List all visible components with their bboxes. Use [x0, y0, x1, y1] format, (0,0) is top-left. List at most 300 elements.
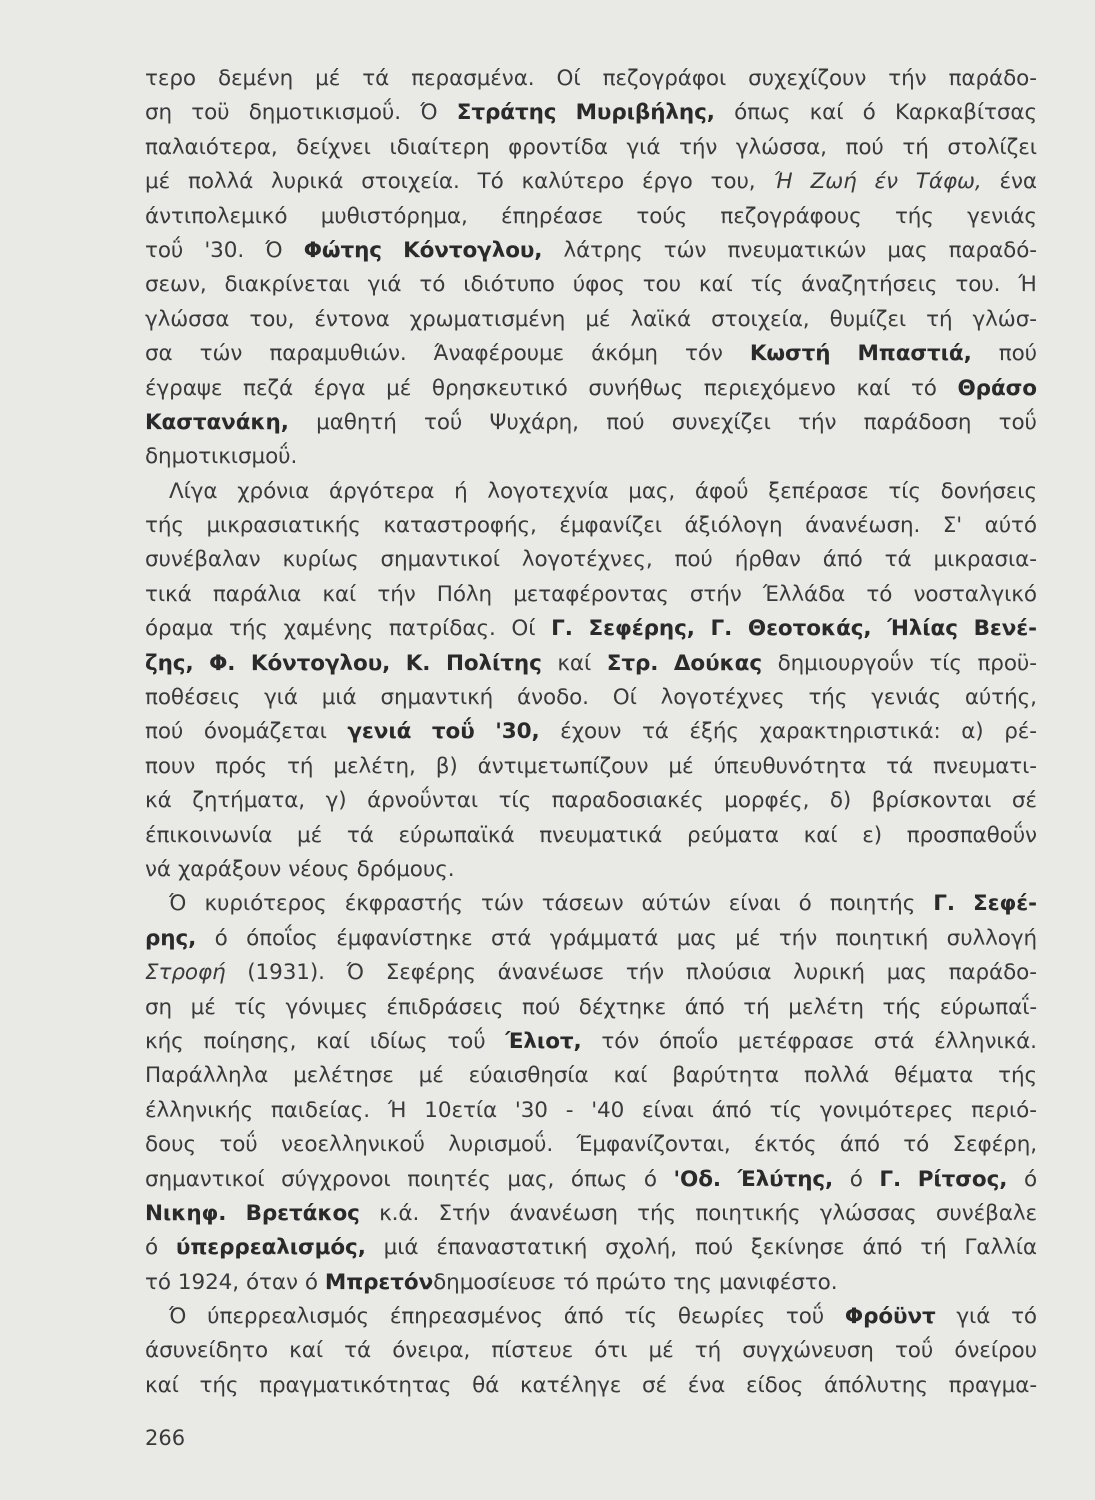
word: τό — [910, 375, 937, 401]
word: τής — [998, 1063, 1037, 1089]
word: λυρισμοΰ. — [448, 1132, 554, 1158]
word: δ) — [829, 788, 852, 814]
word: τή — [694, 1338, 722, 1364]
word: παράλια — [212, 581, 302, 607]
word: γόνιμες — [285, 994, 368, 1020]
word: παιδείας. — [270, 1097, 370, 1123]
word: Θεοτοκάς, — [747, 616, 872, 642]
word: άπόλυτης — [824, 1372, 928, 1398]
word: μεταφέροντας — [513, 581, 669, 607]
word: δημοτικισμοΰ. — [145, 444, 298, 470]
word: πίστευε — [491, 1338, 574, 1364]
word: γιά — [367, 272, 402, 298]
word: ρης, — [145, 925, 197, 951]
word: τικά — [145, 581, 192, 607]
word: άνανέωση — [509, 1200, 618, 1226]
word: μέ — [386, 375, 412, 401]
word: λογοτέχνες — [660, 685, 785, 711]
word: ιδίως — [369, 1028, 428, 1054]
word: - — [565, 1097, 574, 1123]
word: βρίσκονται — [871, 788, 992, 814]
word: άνοδο. — [517, 685, 589, 711]
word: καί — [316, 1028, 350, 1054]
text-line — [145, 1128, 1037, 1162]
word: καί — [322, 581, 357, 607]
word: σημαντικοί — [380, 547, 500, 573]
text-line — [145, 784, 1037, 818]
word: ποιητές — [407, 1166, 491, 1192]
word: πραγμα- — [948, 1372, 1037, 1398]
word: μιά — [321, 685, 357, 711]
word: α) — [961, 719, 984, 745]
word: τίς — [888, 478, 921, 504]
word: τήν — [625, 960, 665, 986]
word: Γ. — [710, 616, 733, 642]
word: άρνοΰνται — [367, 788, 478, 814]
word: έξής — [689, 719, 739, 745]
word: πού — [674, 547, 713, 573]
word: αύτών — [641, 891, 711, 917]
word: τό — [903, 1132, 930, 1158]
word: Σεφέρη, — [952, 1132, 1037, 1158]
word: ιδιαίτερη — [389, 134, 490, 160]
word: ό — [849, 1166, 863, 1192]
word: '30. — [204, 237, 245, 263]
word: θεωρίες — [677, 1304, 766, 1330]
word: έπικοινωνία — [145, 822, 273, 848]
word: συγχώνευση — [742, 1338, 874, 1364]
word: πού — [145, 719, 184, 745]
text-line — [145, 1266, 1037, 1300]
word: ό — [643, 1166, 657, 1192]
word: γλώσσα, — [735, 134, 827, 160]
word: παράδο- — [948, 66, 1037, 91]
word: στοιχεία, — [711, 306, 810, 332]
word: τά — [346, 822, 374, 848]
text-line — [145, 406, 1037, 440]
word: στοιχεία. — [361, 169, 460, 195]
word: γράμματά — [549, 925, 659, 951]
word: έπαναστατική — [436, 1235, 588, 1261]
word: τοΰ — [145, 237, 184, 263]
word: Σεφέρης, — [588, 616, 695, 642]
word: δονήσεις — [940, 478, 1037, 504]
word: κυρίως — [282, 547, 359, 573]
word: έν — [874, 169, 898, 195]
word: πεζογράφοι — [602, 66, 727, 91]
word: Έμφανίζονται, — [576, 1132, 731, 1158]
word: περιό- — [971, 1097, 1037, 1123]
word: συνέβαλε — [935, 1200, 1037, 1226]
word: ποιητική — [835, 925, 929, 951]
word: του, — [249, 306, 295, 332]
word: τή — [926, 306, 953, 332]
word: τής — [808, 685, 848, 711]
word: όποΐος — [246, 925, 318, 951]
word: χρόνια — [237, 478, 310, 504]
word: πεζά — [243, 375, 294, 401]
word: μέ — [418, 1063, 444, 1089]
word: Κόντογλου, — [403, 237, 543, 263]
word: Έλλάδα — [762, 581, 846, 607]
word: μορφές, — [724, 788, 810, 814]
word: Ή — [387, 1097, 407, 1123]
word: ότι — [594, 1338, 628, 1364]
word: κής — [145, 1028, 184, 1054]
word: Άναφέρουμε — [433, 341, 565, 367]
word: τίς — [750, 272, 784, 298]
text-line — [145, 372, 1037, 406]
word: Πόλη — [436, 581, 493, 607]
word: άπό — [839, 1132, 880, 1158]
word: μας, — [507, 1166, 555, 1192]
word: καί — [289, 1338, 323, 1364]
word: καί — [613, 1063, 648, 1089]
word: τοΰ — [219, 1132, 258, 1158]
word: σημαντικοί — [145, 1166, 265, 1192]
body-text — [145, 62, 1037, 1403]
text-line — [145, 475, 1037, 509]
text-line — [145, 1197, 1037, 1231]
word: Ή — [1018, 272, 1037, 298]
word: σέ — [641, 1372, 668, 1398]
word: τόν — [684, 341, 723, 367]
word: πεζογράφους — [720, 203, 862, 229]
word: πού — [521, 994, 561, 1020]
word: μελέτησε — [293, 1063, 394, 1089]
word: εύρωπαΐ- — [939, 994, 1037, 1020]
word: Καστανάκη, — [145, 409, 289, 435]
word: τής — [637, 1200, 677, 1226]
word: μέ — [648, 1338, 674, 1364]
word: έργα — [313, 375, 366, 401]
word: τό — [562, 1269, 589, 1295]
word: Στροφή — [145, 960, 226, 986]
word: μετέφρασε — [737, 1028, 855, 1054]
word: όνομάζεται — [203, 719, 327, 745]
word: Έλύτης, — [737, 1166, 834, 1192]
word: Ρίτσος, — [917, 1166, 1008, 1192]
word: νά — [145, 856, 171, 882]
word: Λίγα — [169, 478, 218, 504]
word: άνανέωση. — [805, 513, 921, 539]
word: μέ — [145, 169, 171, 195]
word: δείχνει — [296, 134, 371, 160]
text-line — [145, 750, 1037, 784]
word: άπό — [684, 994, 725, 1020]
text-line — [145, 819, 1037, 853]
text-line — [145, 1300, 1037, 1334]
word: όποΐο — [658, 1028, 719, 1054]
word: τοΰ — [424, 409, 463, 435]
word: πού — [845, 134, 884, 160]
word: όπως — [734, 100, 791, 126]
word: λάτρης — [563, 237, 643, 263]
word: μικρασια- — [933, 547, 1037, 573]
word: τήν — [377, 581, 416, 607]
word: σχολή, — [605, 1235, 677, 1261]
word: παράδοση — [863, 409, 972, 435]
word: θά — [472, 1372, 500, 1398]
word: ρέ- — [1004, 719, 1037, 745]
word: ποιητικής — [695, 1200, 801, 1226]
word: μέ — [190, 994, 216, 1020]
word: καί — [856, 375, 891, 401]
word: μιά — [383, 1235, 419, 1261]
word: πολλά — [803, 1063, 870, 1089]
word: ήρθαν — [734, 547, 801, 573]
word: θέματα — [894, 1063, 974, 1089]
text-line — [145, 853, 1037, 887]
word: παράδο- — [948, 960, 1037, 986]
word: τοΰ — [894, 1338, 934, 1364]
word: του. — [955, 272, 1001, 298]
word: Γ. — [551, 616, 573, 642]
word: έπιδράσεις — [386, 994, 504, 1020]
word: άναζητήσεις — [801, 272, 938, 298]
word: Κόντογλου, — [250, 650, 391, 676]
word: άπό — [862, 1235, 903, 1261]
text-line — [145, 96, 1037, 130]
word: λογοτεχνία — [487, 478, 609, 504]
word: τήν — [888, 66, 927, 91]
word: τήν — [778, 925, 818, 951]
word: στήν — [689, 581, 742, 607]
word: ό — [304, 1269, 318, 1295]
word: Πολίτης — [445, 650, 542, 676]
word: είδος — [745, 1372, 804, 1398]
word: τών — [199, 341, 243, 367]
word: λογοτέχνες, — [521, 547, 653, 573]
word: τοΰ — [785, 1304, 825, 1330]
word: χαράξουν — [177, 856, 282, 882]
word: μας — [887, 237, 928, 263]
word: τίς — [929, 650, 962, 676]
word: γλώσ- — [972, 306, 1037, 332]
word: συλλογή — [946, 925, 1037, 951]
word: μας — [886, 960, 927, 986]
word: έπηρεασμένος — [389, 1304, 543, 1330]
word: δέχτηκε — [578, 994, 667, 1020]
word: '30, — [495, 719, 540, 745]
word: Γ. — [879, 1166, 902, 1192]
word: σεων, — [145, 272, 207, 298]
word: ποίησης, — [203, 1028, 297, 1054]
word: Μυριβήλης, — [575, 100, 715, 126]
word: Ό — [265, 237, 283, 263]
word: λυρικά — [271, 169, 344, 195]
word: γιά — [264, 685, 298, 711]
word: Οί — [612, 685, 637, 711]
word: κά — [145, 788, 172, 814]
word: ση — [145, 100, 173, 126]
word: τής — [894, 203, 934, 229]
word: βαρύτητα — [672, 1063, 780, 1089]
word: Σεφέ- — [973, 891, 1037, 917]
word: τή — [287, 753, 314, 779]
word: νέους — [288, 856, 350, 882]
word: παραμυθιών. — [269, 341, 407, 367]
word: τά — [344, 1338, 372, 1364]
word: τό — [145, 1269, 171, 1295]
text-line — [145, 956, 1037, 990]
word: μέ — [668, 753, 694, 779]
word: προϋ- — [977, 650, 1037, 676]
word: συχεχίζουν — [748, 66, 867, 91]
text-line — [145, 715, 1037, 749]
word: είναι — [728, 891, 781, 917]
word: γιά — [956, 1304, 991, 1330]
word: έργο — [641, 169, 693, 195]
word: τοΰ — [998, 409, 1037, 435]
word: έλληνικά. — [934, 1028, 1037, 1054]
text-line — [145, 303, 1037, 337]
word: καί — [803, 822, 838, 848]
word: έκτός — [754, 1132, 817, 1158]
word: ιδιότυπο — [463, 272, 555, 298]
word: της — [673, 1269, 712, 1295]
word: αύτής, — [964, 685, 1037, 711]
word: ό — [1023, 1166, 1037, 1192]
word: ό — [145, 1235, 159, 1261]
word: άντιπολεμικό — [145, 203, 288, 229]
word: τίς — [498, 788, 532, 814]
word: Καρκαβίτσας — [894, 100, 1037, 126]
word: δους — [145, 1132, 196, 1158]
word: ε) — [862, 822, 882, 848]
word: θρησκευτικό — [431, 375, 568, 401]
word: νεοελληνικοΰ — [280, 1132, 425, 1158]
word: πνευματικών — [727, 237, 867, 263]
word: περιεχόμενο — [703, 375, 836, 401]
word: τερο — [145, 66, 196, 91]
word: τά — [886, 753, 914, 779]
word: Γ. — [933, 891, 955, 917]
word: Ζωή — [810, 169, 857, 195]
word: Ήλίας — [887, 616, 958, 642]
word: άσυνείδητο — [145, 1338, 269, 1364]
word: β) — [435, 753, 458, 779]
text-line — [145, 1059, 1037, 1093]
word: εύρωπαϊκά — [398, 822, 515, 848]
word: ό — [798, 891, 812, 917]
word: ζητήματα, — [192, 788, 306, 814]
word: γιά — [626, 134, 661, 160]
text-line — [145, 991, 1037, 1025]
word: ποθέσεις — [145, 685, 241, 711]
word: είναι — [642, 1097, 694, 1123]
word: άξιόλογη — [684, 513, 783, 539]
word: τά — [641, 719, 669, 745]
word: '40 — [591, 1097, 625, 1123]
word: γενιά — [347, 719, 412, 745]
word: Στρ. — [606, 650, 659, 676]
word: παλαιότερα, — [145, 134, 278, 160]
text-line — [145, 337, 1037, 371]
word: μελέτη — [788, 994, 864, 1020]
word: Νικηφ. — [145, 1200, 227, 1226]
word: πλούσια — [685, 960, 772, 986]
word: 1924, — [177, 1269, 239, 1295]
word: τά — [884, 547, 912, 573]
word: μυθιστόρημα, — [320, 203, 468, 229]
word: μέ — [585, 306, 611, 332]
text-line — [145, 887, 1037, 921]
word: λυρική — [793, 960, 865, 986]
word: τό — [866, 581, 893, 607]
word: τίς — [769, 1097, 803, 1123]
word: έγραψε — [145, 375, 223, 401]
text-line — [145, 509, 1037, 543]
word: πρώτο — [595, 1269, 667, 1295]
word: ποιητής — [829, 891, 916, 917]
word: μανιφέστο. — [718, 1269, 838, 1295]
word: δημοτικισμοΰ. — [248, 100, 401, 126]
word: καί — [809, 100, 844, 126]
word: Ό — [420, 100, 438, 126]
word: του — [642, 272, 681, 298]
word: μαθητή — [316, 409, 397, 435]
word: Τάφω, — [915, 169, 982, 195]
text-line — [145, 543, 1037, 577]
word: Ή — [773, 169, 793, 195]
word: 10ετία — [424, 1097, 498, 1123]
word: ύφος — [572, 272, 625, 298]
word: άπό — [711, 1097, 752, 1123]
word: Παράλληλα — [145, 1063, 269, 1089]
word: παραδοσιακές — [551, 788, 704, 814]
word: μας, — [628, 478, 676, 504]
word: 'Οδ. — [673, 1166, 721, 1192]
word: άφοΰ — [694, 478, 749, 504]
word: '30 — [514, 1097, 548, 1123]
word: πουν — [145, 753, 196, 779]
word: τοΰ — [431, 719, 475, 745]
word: Σεφέρης — [385, 960, 476, 986]
word: έμφανίζει — [559, 513, 662, 539]
word: τής — [145, 513, 184, 539]
text-line — [145, 922, 1037, 956]
word: Στήν — [438, 1200, 491, 1226]
page-number: 266 — [145, 1426, 186, 1450]
word: πού — [606, 409, 645, 435]
word: Βενέ- — [973, 616, 1037, 642]
word: γενιάς — [871, 685, 942, 711]
word: πρός — [215, 753, 268, 779]
word: όπως — [570, 1166, 628, 1192]
word: κατέληγε — [519, 1372, 622, 1398]
word: τά — [362, 66, 390, 91]
word: ύπευθυνότητα — [713, 753, 867, 779]
word: τό — [1011, 1304, 1037, 1330]
text-line — [145, 1231, 1037, 1265]
word: γλώσσα — [145, 306, 230, 332]
word: έμφανίστηκε — [336, 925, 473, 951]
word: στά — [873, 1028, 915, 1054]
word: άκόμη — [591, 341, 658, 367]
word: συνέβαλαν — [145, 547, 261, 573]
word: συνεχίζει — [671, 409, 771, 435]
word: Γαλλία — [964, 1235, 1037, 1261]
word: τάσεων — [541, 891, 624, 917]
word: του, — [710, 169, 756, 195]
word: καί — [145, 1372, 179, 1398]
word: τοΰ — [447, 1028, 486, 1054]
word: προσπαθοΰν — [906, 822, 1037, 848]
word: δρόμους. — [356, 856, 455, 882]
word: πνευματικά — [539, 822, 663, 848]
word: ό — [862, 100, 876, 126]
